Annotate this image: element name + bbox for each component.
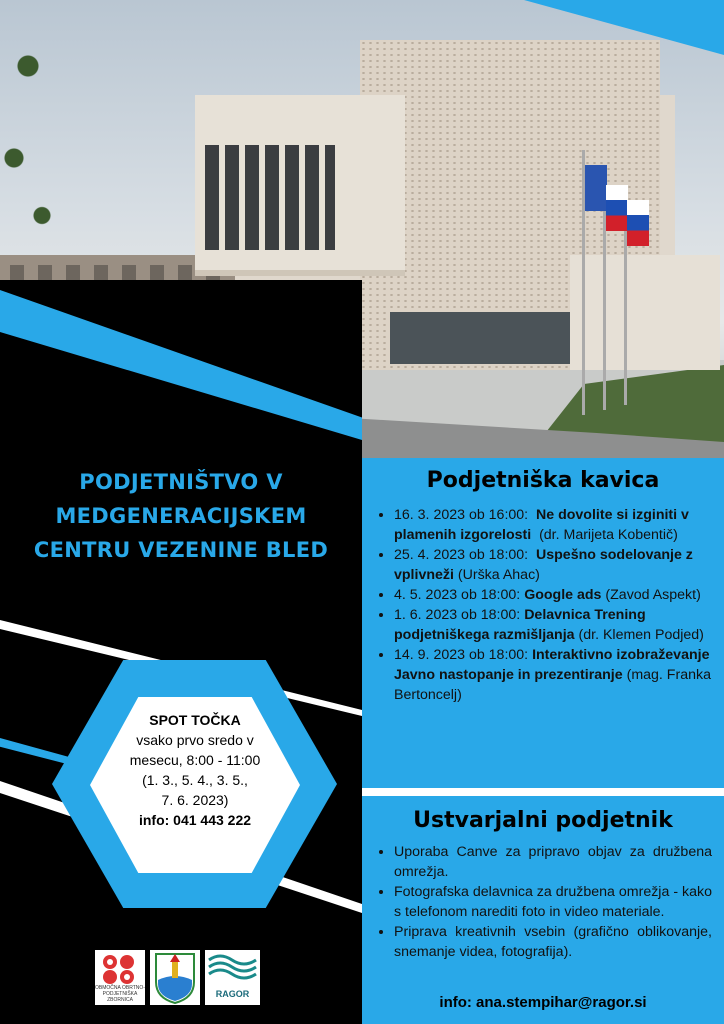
spot-phone: info: 041 443 222	[138, 812, 252, 828]
event-speaker: (dr. Marijeta Kobentič)	[539, 527, 678, 543]
list-item	[394, 585, 712, 605]
event-date: 4. 5. 2023 ob 18:00:	[394, 587, 521, 603]
spot-line: 7. 6. 2023)	[161, 792, 229, 808]
upper-windows	[205, 145, 335, 250]
spot-line: (1. 3., 5. 4., 3. 5.,	[142, 772, 248, 788]
logo-caption: RAGOR	[215, 989, 250, 999]
list-item: • Uporaba Canve za pripravo objav za družbena omrežja.	[394, 842, 712, 882]
contact-email: info: ana.stempihar@ragor.si	[439, 994, 647, 1011]
event-date: 1. 6. 2023 ob 18:00:	[394, 607, 521, 623]
event-date: 25. 4. 2023 ob 18:00:	[394, 547, 529, 563]
event-topic: Interaktivno izobraževanje Javno nastopanje in prezentiranje	[394, 647, 710, 683]
ragor-logo	[205, 950, 260, 1005]
ustvarjalni-heading: Ustvarjalni podjetnik	[413, 808, 673, 833]
spot-info	[100, 710, 290, 830]
kavica-panel	[362, 458, 724, 788]
ustvarjalni-list	[362, 842, 724, 962]
chamber-logo-icon	[95, 950, 145, 990]
bled-crest-icon	[150, 950, 200, 1005]
spot-line: mesecu, 8:00 - 11:00	[129, 752, 261, 768]
list-item: • Fotografska delavnica za družbena omrežja - kako s telefonom narediti foto in video materiale.	[394, 882, 712, 922]
bled-crest	[150, 950, 200, 1005]
obcina-logo	[95, 950, 145, 1005]
kavica-list	[362, 505, 724, 705]
title-line: CENTRU VEZENINE BLED	[33, 538, 329, 562]
event-date: 16. 3. 2023 ob 16:00:	[394, 507, 529, 523]
event-topic: Uspešno sodelovanje z vplivneži	[394, 547, 693, 583]
kavica-heading: Podjetniška kavica	[426, 468, 660, 493]
list-item	[394, 605, 712, 645]
list-item	[394, 545, 712, 585]
event-speaker: (Urška Ahac)	[457, 567, 540, 583]
dark-left-panel	[0, 280, 362, 1024]
panel-divider	[362, 788, 724, 796]
event-speaker: (mag. Franka Bertoncelj)	[394, 667, 711, 703]
side-wing	[570, 255, 720, 370]
list-item	[394, 645, 712, 705]
flag-slovenia	[627, 200, 649, 246]
entrance-glass	[390, 312, 570, 364]
event-topic: Google ads	[524, 587, 602, 603]
flag-slovenia	[606, 185, 628, 231]
list-item	[394, 505, 712, 545]
ragor-waves-icon	[205, 950, 260, 990]
flag-eu	[585, 165, 607, 211]
title-line: MEDGENERACIJSKEM	[55, 504, 307, 528]
spot-heading: SPOT TOČKA	[149, 712, 241, 728]
logo-caption: OBMOČNA OBRTNO-PODJETNIŠKA ZBORNICA	[95, 985, 145, 1003]
spot-line: vsako prvo sredo v	[136, 732, 254, 748]
tree-branches	[0, 20, 70, 250]
list-item: • Priprava kreativnih vsebin (grafično oblikovanje, snemanje videa, fotografija).	[394, 922, 712, 962]
title-line: PODJETNIŠTVO V	[79, 470, 283, 494]
event-topic: Delavnica Trening podjetniškega razmišljanja	[394, 607, 646, 643]
event-date: 14. 9. 2023 ob 18:00:	[394, 647, 529, 663]
event-speaker: (dr. Klemen Podjed)	[578, 627, 704, 643]
event-speaker: (Zavod Aspekt)	[605, 587, 701, 603]
poster-title	[20, 465, 342, 567]
partner-logos	[95, 950, 265, 1005]
ustvarjalni-panel	[362, 796, 724, 1024]
event-topic: Ne dovolite si izginiti v plamenih izgorelosti	[394, 507, 689, 543]
